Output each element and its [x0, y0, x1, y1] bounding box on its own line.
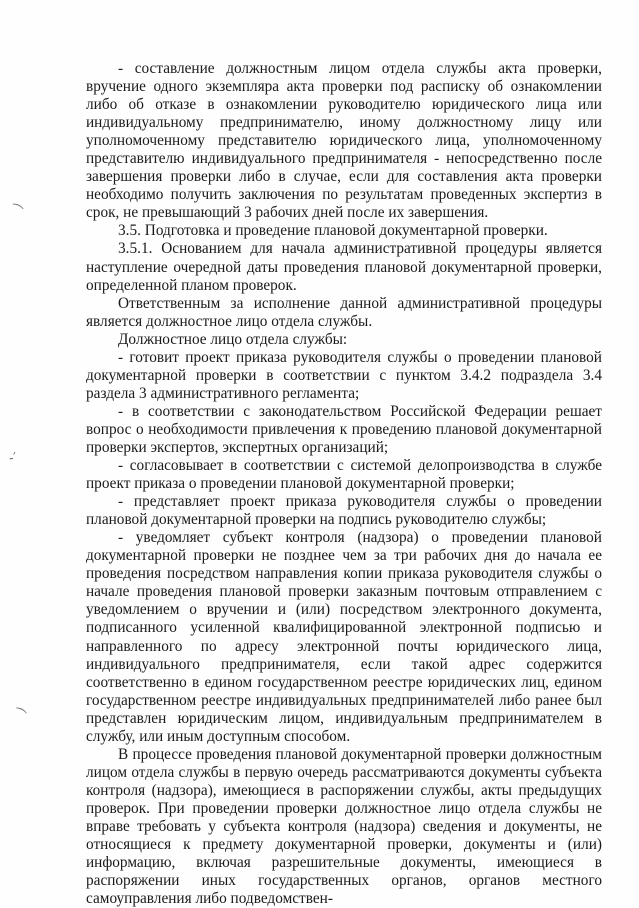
section-heading: 3.5. Подготовка и проведение плановой документарной проверки.	[118, 222, 548, 240]
paragraph: Ответственным за исполнение данной административной процедуры является должностное лицо отдела службы.	[86, 294, 602, 330]
document-body	[86, 60, 602, 908]
list-item: - представляет проект приказа руководителя службы о проведении плановой документарной проверки на подпись руководителю службы;	[86, 493, 602, 529]
list-item: - в соответствии с законодательством Российской Федерации решает вопрос о необходимости привлечения к проведению плановой документарной проверки экспертов, экспертных организаций;	[86, 402, 602, 456]
list-item: - готовит проект приказа руководителя службы о проведении плановой документарной проверки в соответствии с пунктом 3.4.2 подраздела 3.4 раздела 3 административного регламента;	[86, 348, 602, 402]
paragraph: - составление должностным лицом отдела службы акта проверки, вручение одного экземпляра акта проверки под расписку об ознакомлении либо об отказе в ознакомлении руководителю юридического лица или индивидуальному предпринимателю, иному должностному лицу или уполномоченному представителю юридического лица, уполномоченному представителю индивидуального предпринимателя - непосредственно после завершения проверки либо в случае, если для составления акта проверки необходимо получить заключения по результатам проведенных экспертиз в срок, не превышающий 3 рабочих дней после их завершения.	[86, 60, 602, 222]
list-item: - согласовывает в соответствии с системой делопроизводства в службе проект приказа о проведении плановой документарной проверки;	[86, 457, 602, 493]
margin-mark: ⁀	[7, 203, 24, 222]
margin-mark: ‐′	[7, 450, 18, 467]
margin-mark: ⁀	[10, 707, 27, 726]
paragraph: 3.5.1. Основанием для начала административной процедуры является наступление очередной даты проведения плановой документарной проверки, определенной планом проверок.	[86, 240, 602, 294]
list-item: - уведомляет субъект контроля (надзора) о проведении плановой документарной проверки не позднее чем за три рабочих дня до начала ее проведения посредством направления копии приказа руководителя службы о начале проведения плановой проверки заказным почтовым отправлением с уведомлением о вручении и (или) посредством электронного документа, подписанного усиленной квалифицированной электронной подписью и направленного по адресу электронной почты юридического лица, индивидуального предпринимателя, если такой адрес содержится соответственно в едином государственном реестре юридических лиц, едином государственном реестре индивидуальных предпринимателей либо ранее был представлен юридическим лицом, индивидуальным предпринимателем в службу, или иным доступным способом.	[86, 529, 602, 745]
paragraph: Должностное лицо отдела службы:	[118, 330, 348, 348]
paragraph: В процессе проведения плановой документарной проверки должностным лицом отдела службы в первую очередь рассматриваются документы субъекта контроля (надзора), имеющиеся в распоряжении службы, акты предыдущих проверок. При проведении проверки должностное лицо отдела службы не вправе требовать у субъекта контроля (надзора) сведения и документы, не относящиеся к предмету документарной проверки, документы и (или) информацию, включая разрешительные документы, имеющиеся в распоряжении иных государственных органов, органов местного самоуправления либо подведомствен-	[86, 745, 602, 908]
